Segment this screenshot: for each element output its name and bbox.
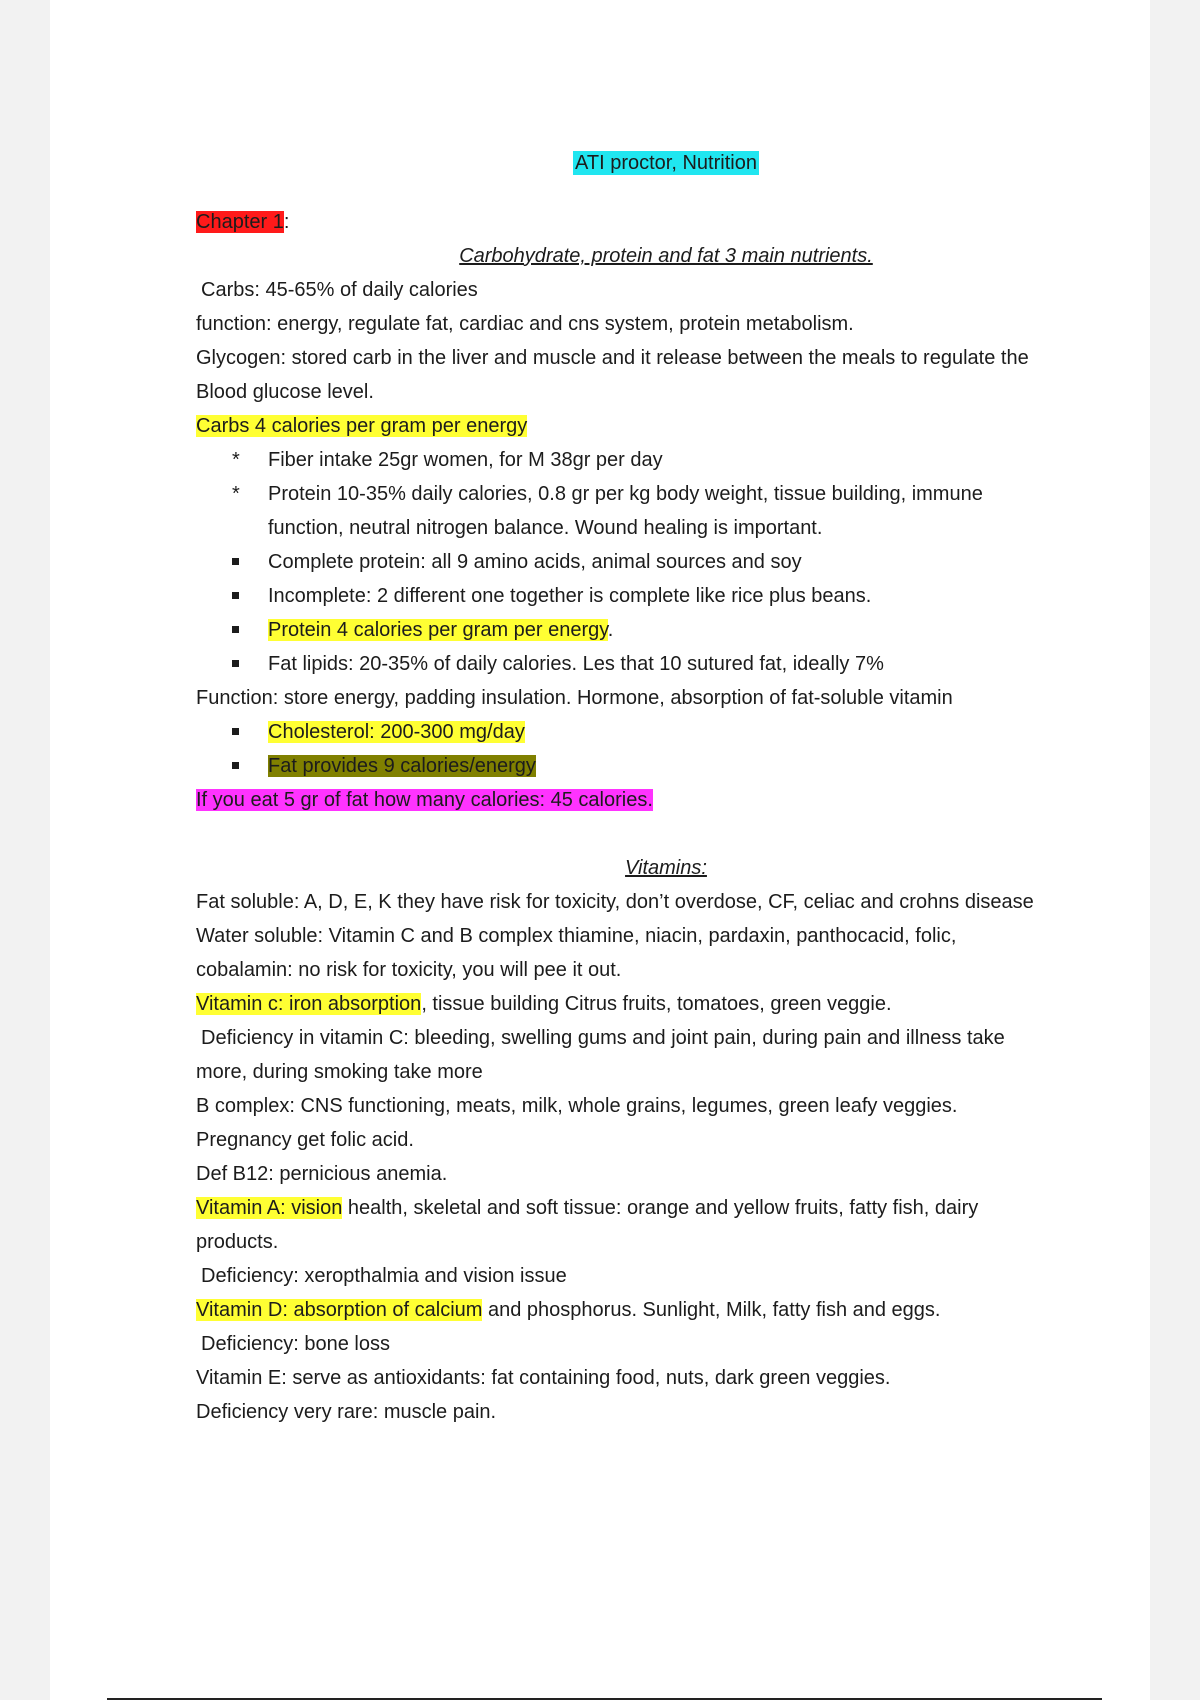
list-item (196, 443, 1136, 477)
text-line: Function: store energy, padding insulation. Hormone, absorption of fat-soluble vitamin (196, 687, 953, 709)
list-item-text: Fat lipids: 20-35% of daily calories. Les that 10 sutured fat, ideally 7% (268, 653, 884, 675)
list-item-suffix: . (607, 619, 614, 641)
list-item (196, 613, 1136, 647)
list-item (196, 749, 1136, 783)
text-line: Deficiency: xeropthalmia and vision issue (201, 1265, 567, 1287)
carbs-calories-highlight: Carbs 4 calories per gram per energy (196, 415, 528, 437)
document-title: ATI proctor, Nutrition (575, 152, 757, 174)
text-line: Carbs: 45-65% of daily calories (201, 279, 478, 301)
list-item-text: Fiber intake 25gr women, for M 38gr per day (268, 449, 663, 471)
list-item (196, 579, 1136, 613)
list-item-text: Complete protein: all 9 amino acids, animal sources and soy (268, 551, 802, 573)
document-content (196, 145, 1136, 1429)
vitamin-c-text: , tissue building Citrus fruits, tomatoes, green veggie. (421, 993, 892, 1015)
text-line: products. (196, 1231, 279, 1253)
vitamin-a-highlight: Vitamin A: vision (196, 1197, 343, 1219)
text-line (196, 1293, 1136, 1327)
text-line: function: energy, regulate fat, cardiac and cns system, protein metabolism. (196, 313, 854, 335)
text-line: B complex: CNS functioning, meats, milk, whole grains, legumes, green leafy veggies. (196, 1095, 958, 1117)
list-item (196, 477, 1136, 511)
chapter-colon: : (283, 211, 290, 233)
vitamin-c-highlight: Vitamin c: iron absorption (196, 993, 422, 1015)
nutrients-heading: Carbohydrate, protein and fat 3 main nutrients. (459, 245, 873, 267)
text-line: Deficiency in vitamin C: bleeding, swelling gums and joint pain, during pain and illness take (201, 1027, 1005, 1049)
square-bullet-icon (232, 613, 252, 647)
text-line: Blood glucose level. (196, 381, 374, 403)
vitamin-a-text: health, skeletal and soft tissue: orange and yellow fruits, fatty fish, dairy (342, 1197, 979, 1219)
section-heading-nutrients (196, 239, 1136, 273)
list-item (196, 715, 1136, 749)
vitamin-d-text: and phosphorus. Sunlight, Milk, fatty fish and eggs. (482, 1299, 941, 1321)
text-line-highlighted (196, 409, 1136, 443)
fat-calories-highlight: Fat provides 9 calories/energy (268, 755, 536, 777)
text-line: Vitamin E: serve as antioxidants: fat containing food, nuts, dark green veggies. (196, 1367, 891, 1389)
text-line: Deficiency: bone loss (201, 1333, 390, 1355)
text-line (196, 1191, 1136, 1225)
square-bullet-icon (232, 647, 252, 681)
fat-calculation-highlight: If you eat 5 gr of fat how many calories: 45 calories. (196, 789, 653, 811)
text-line: Def B12: pernicious anemia. (196, 1163, 448, 1185)
title-line (196, 145, 1136, 181)
vitamin-d-highlight: Vitamin D: absorption of calcium (196, 1299, 483, 1321)
text-line: more, during smoking take more (196, 1061, 483, 1083)
square-bullet-icon (232, 749, 252, 783)
list-item-continuation (196, 511, 1136, 545)
star-bullet: * (232, 449, 240, 471)
square-bullet-icon (232, 579, 252, 613)
protein-calories-highlight: Protein 4 calories per gram per energy (268, 619, 608, 641)
list-item (196, 545, 1136, 579)
cholesterol-highlight: Cholesterol: 200-300 mg/day (268, 721, 525, 743)
star-bullet: * (232, 483, 240, 505)
text-line: Pregnancy get folic acid. (196, 1129, 414, 1151)
text-line: Fat soluble: A, D, E, K they have risk for toxicity, don’t overdose, CF, celiac and crohns disease (196, 891, 1034, 913)
section-heading-vitamins (196, 851, 1136, 885)
vitamins-heading: Vitamins: (625, 857, 707, 879)
text-line: cobalamin: no risk for toxicity, you will pee it out. (196, 959, 622, 981)
list-item (196, 647, 1136, 681)
square-bullet-icon (232, 545, 252, 579)
list-item-text: Incomplete: 2 different one together is complete like rice plus beans. (268, 585, 872, 607)
text-line: Glycogen: stored carb in the liver and muscle and it release between the meals to regulate the (196, 347, 1029, 369)
text-line (196, 987, 1136, 1021)
text-line-highlighted (196, 783, 1136, 817)
document-page (50, 0, 1150, 1700)
chapter-line (196, 205, 1136, 239)
chapter-label: Chapter 1 (196, 211, 284, 233)
square-bullet-icon (232, 715, 252, 749)
list-item-text: function, neutral nitrogen balance. Wound healing is important. (268, 517, 823, 539)
text-line: Deficiency very rare: muscle pain. (196, 1401, 497, 1423)
text-line: Water soluble: Vitamin C and B complex thiamine, niacin, pardaxin, panthocacid, folic, (196, 925, 957, 947)
list-item-text: Protein 10-35% daily calories, 0.8 gr per kg body weight, tissue building, immune (268, 483, 983, 505)
